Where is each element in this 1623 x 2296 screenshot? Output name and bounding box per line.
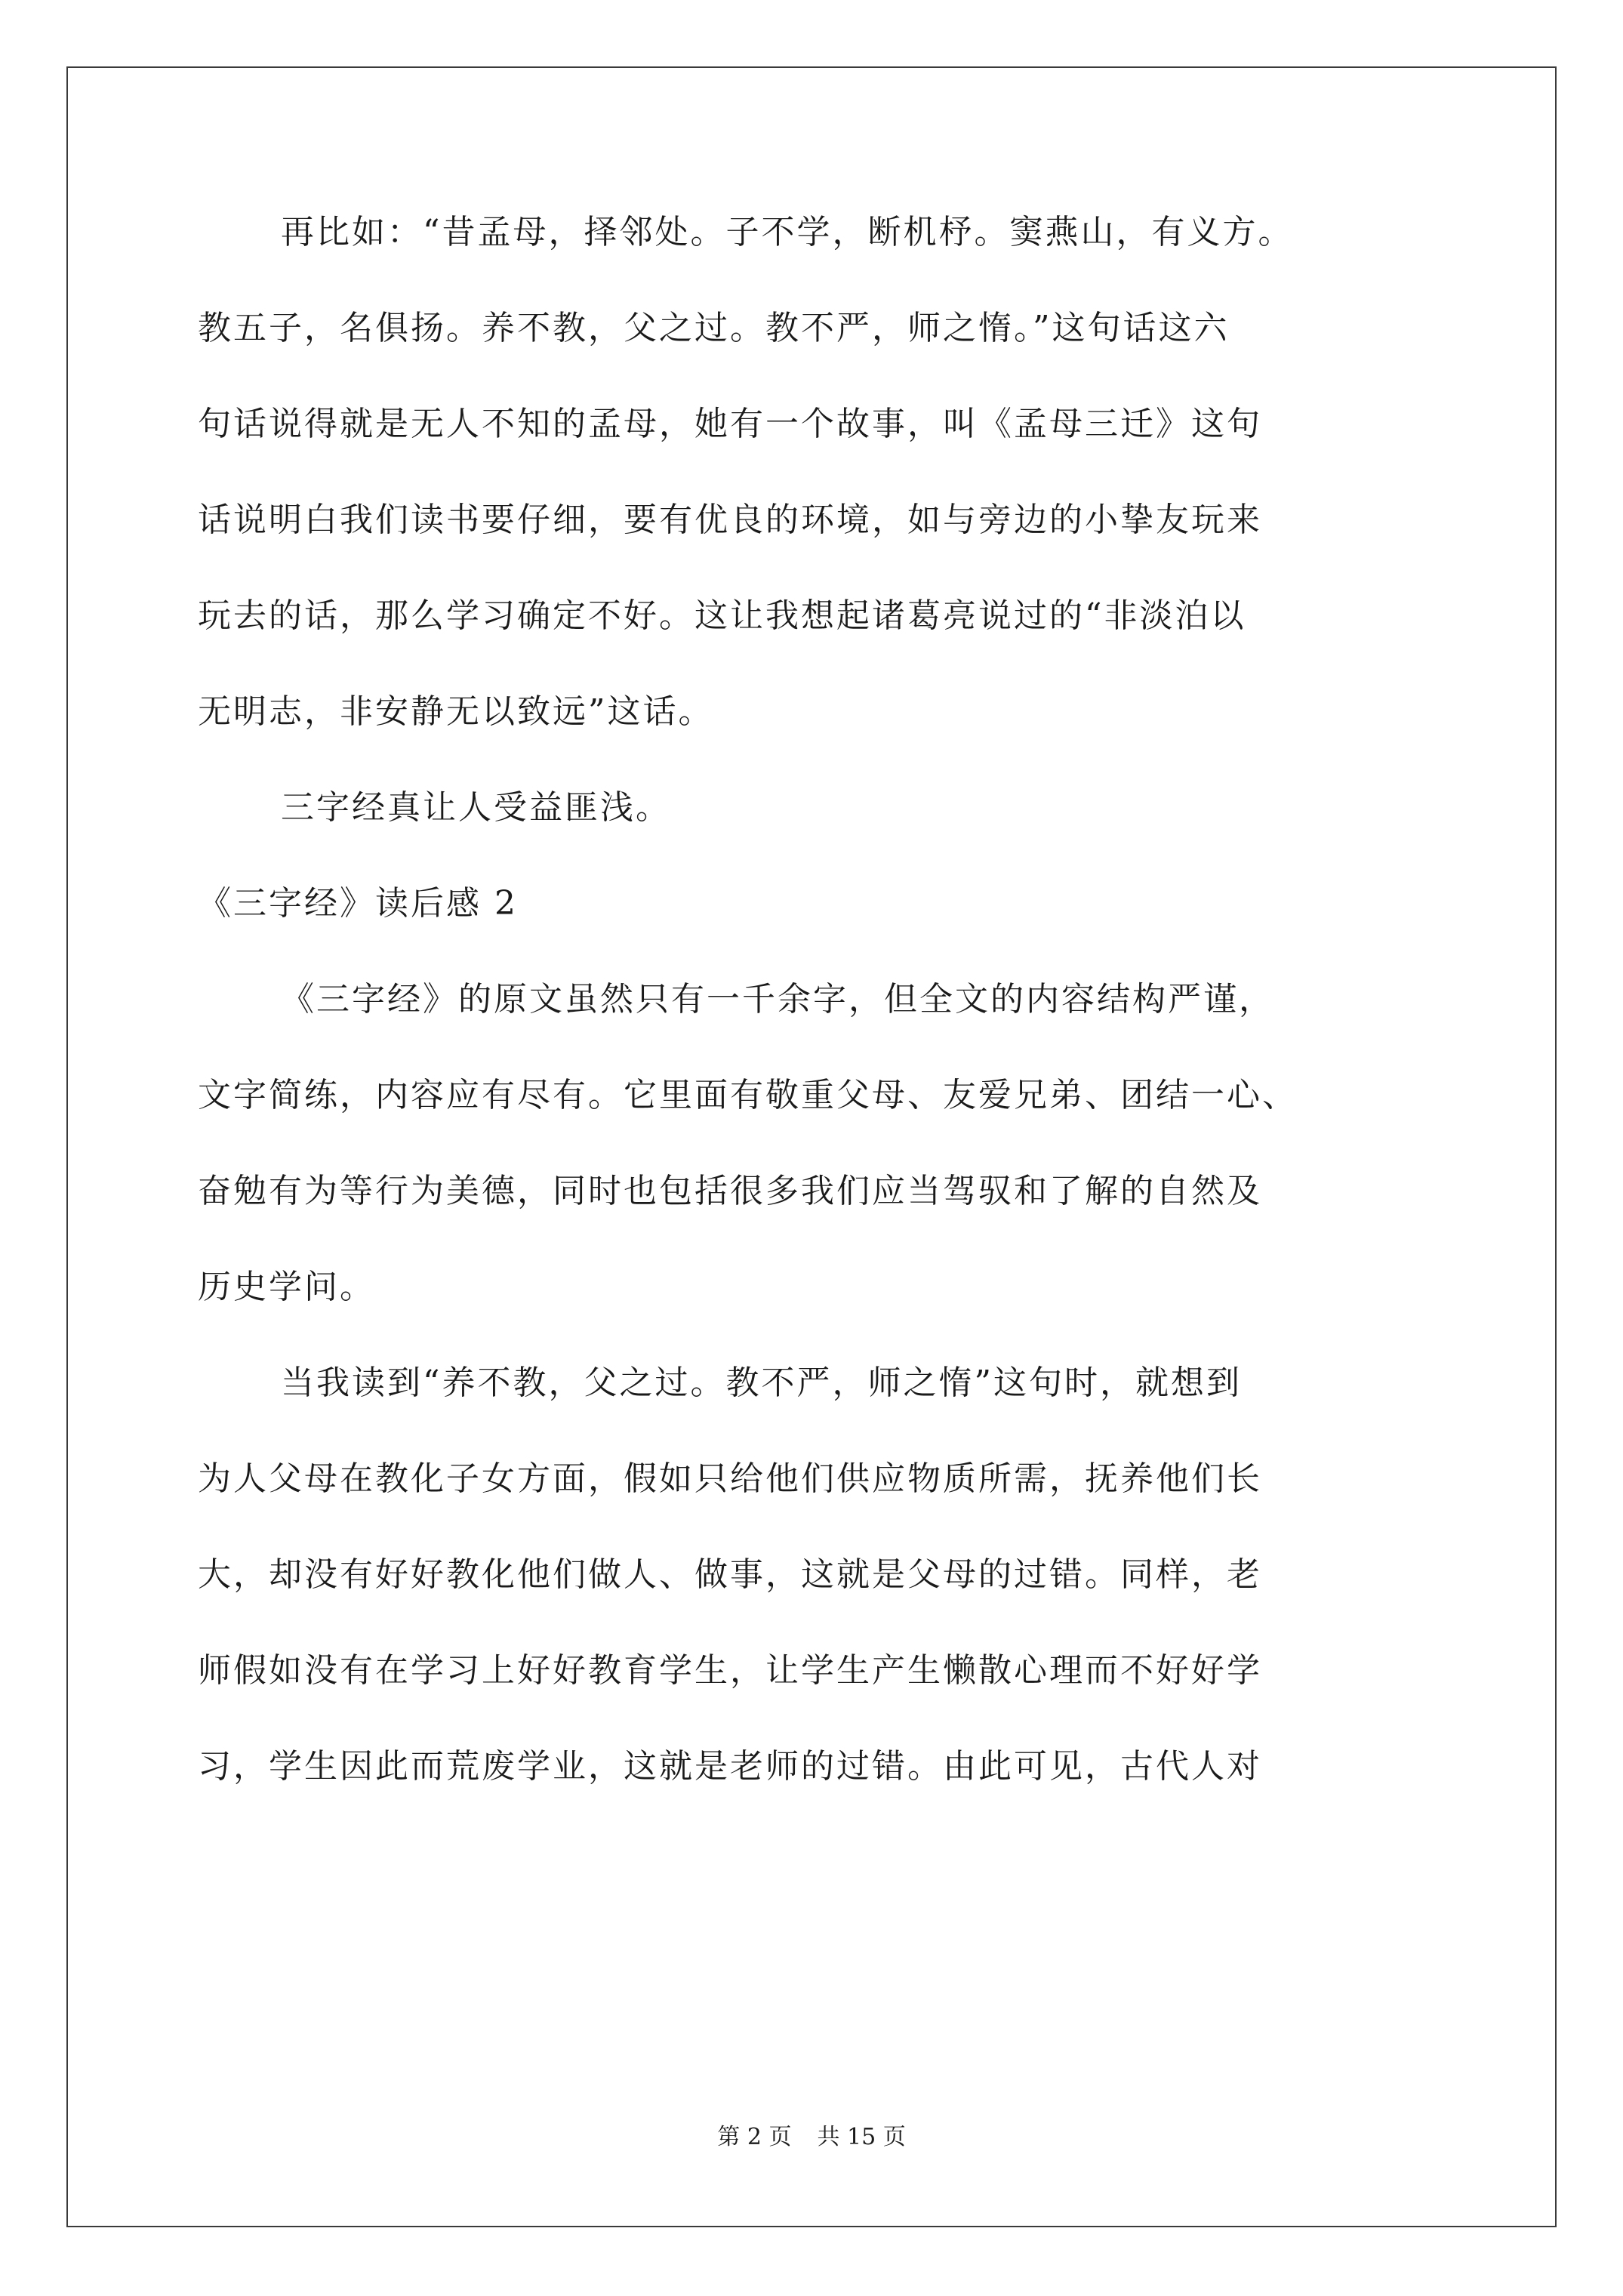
paragraph-line: 当我读到“养不教，父之过。教不严，师之惰”这句时，就想到 [281, 1364, 1242, 1402]
paragraph-line: 奋勉有为等行为美德，同时也包括很多我们应当驾驭和了解的自然及 [198, 1172, 1262, 1210]
paragraph-line: 《三字经》的原文虽然只有一千余字，但全文的内容结构严谨， [281, 980, 1274, 1019]
paragraph-line: 习，学生因此而荒废学业，这就是老师的过错。由此可见，古代人对 [198, 1747, 1262, 1786]
paragraph-line: 无明志，非安静无以致远”这话。 [198, 692, 714, 731]
paragraph-line: 文字简练，内容应有尽有。它里面有敬重父母、友爱兄弟、团结一心、 [198, 1076, 1298, 1114]
page-number: 第 2 页 [717, 2124, 792, 2150]
paragraph-line: 再比如：“昔孟母，择邻处。子不学，断机杼。窦燕山，有义方。 [281, 213, 1294, 251]
section-heading: 《三字经》读后感 2 [198, 884, 518, 923]
paragraph-line: 话说明白我们读书要仔细，要有优良的环境，如与旁边的小挚友玩来 [198, 501, 1262, 539]
paragraph-line: 句话说得就是无人不知的孟母，她有一个故事，叫《孟母三迁》这句 [198, 405, 1262, 443]
paragraph-line: 师假如没有在学习上好好教育学生，让学生产生懒散心理而不好好学 [198, 1651, 1262, 1690]
paragraph-line: 三字经真让人受益匪浅。 [281, 788, 671, 827]
paragraph-line: 大，却没有好好教化他们做人、做事，这就是父母的过错。同样，老 [198, 1555, 1262, 1594]
page-total: 共 15 页 [817, 2124, 906, 2150]
paragraph-line: 为人父母在教化子女方面，假如只给他们供应物质所需，抚养他们长 [198, 1459, 1262, 1498]
paragraph-line: 教五子，名俱扬。养不教，父之过。教不严，师之惰。”这句话这六 [198, 309, 1230, 347]
paragraph-line: 历史学问。 [198, 1268, 375, 1306]
page-border [66, 66, 1557, 2227]
paragraph-line: 玩去的话，那么学习确定不好。这让我想起诸葛亮说过的“非淡泊以 [198, 596, 1246, 635]
page-footer [0, 2124, 1623, 2151]
